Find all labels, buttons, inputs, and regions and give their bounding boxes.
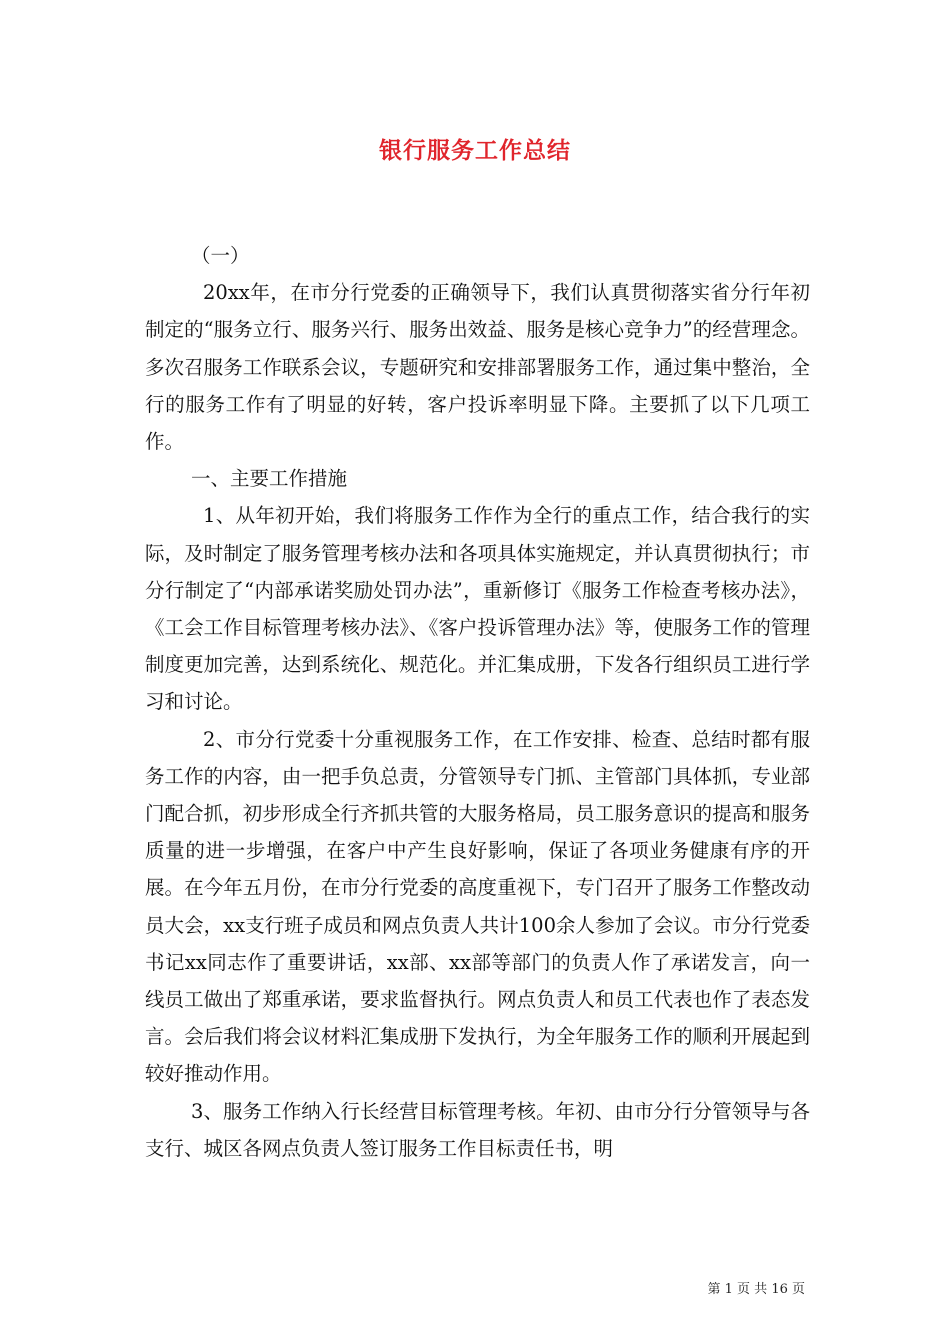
paragraph-intro: 20xx年，在市分行党委的正确领导下，我们认真贯彻落实省分行年初制定的“服务立行、服务兴行、服务出效益、服务是核心竞争力”的经营理念。多次召服务工作联系会议，专题研究和安排部署服务工作，通过集中整治，全行的服务工作有了明显的好转，客户投诉率明显下降。主要抓了以下几项工作。: [145, 281, 810, 454]
document-title: 银行服务工作总结: [379, 137, 571, 164]
paragraph-item-1: 1、从年初开始，我们将服务工作作为全行的重点工作，结合我行的实际，及时制定了服务管理考核办法和各项具体实施规定，并认真贯彻执行；市分行制定了“内部承诺奖励处罚办法”，重新修订《服务工作检查考核办法》，《工会工作目标管理考核办法》、《客户投诉管理办法》等，使服务工作的管理制度更加完善，达到系统化、规范化。并汇集成册，下发各行组织员工进行学习和讨论。: [145, 504, 810, 714]
paragraph-item-3: 3、服务工作纳入行长经营目标管理考核。年初、由市分行分管领导与各支行、城区各网点负责人签订服务工作目标责任书，明: [145, 1099, 810, 1160]
section-heading: 一、主要工作措施: [191, 467, 348, 491]
paragraph-item-2: 2、市分行党委十分重视服务工作，在工作安排、检查、总结时都有服务工作的内容，由一把手负总责，分管领导专门抓、主管部门具体抓，专业部门配合抓，初步形成全行齐抓共管的大服务格局，员工服务意识的提高和服务质量的进一步增强，在客户中产生良好影响，保证了各项业务健康有序的开展。在今年五月份，在市分行党委的高度重视下，专门召开了服务工作整改动员大会，xx支行班子成员和网点负责人共计100余人参加了会议。市分行党委书记xx同志作了重要讲话，xx部、xx部等部门的负责人作了承诺发言，向一线员工做出了郑重承诺，要求监督执行。网点负责人和员工代表也作了表态发言。会后我们将会议材料汇集成册下发执行，为全年服务工作的顺利开展起到较好推动作用。: [145, 727, 810, 1086]
section-marker: （一）: [191, 244, 250, 267]
page-number: 第 1 页 共 16 页: [707, 1282, 805, 1297]
document-body: [145, 237, 810, 1167]
